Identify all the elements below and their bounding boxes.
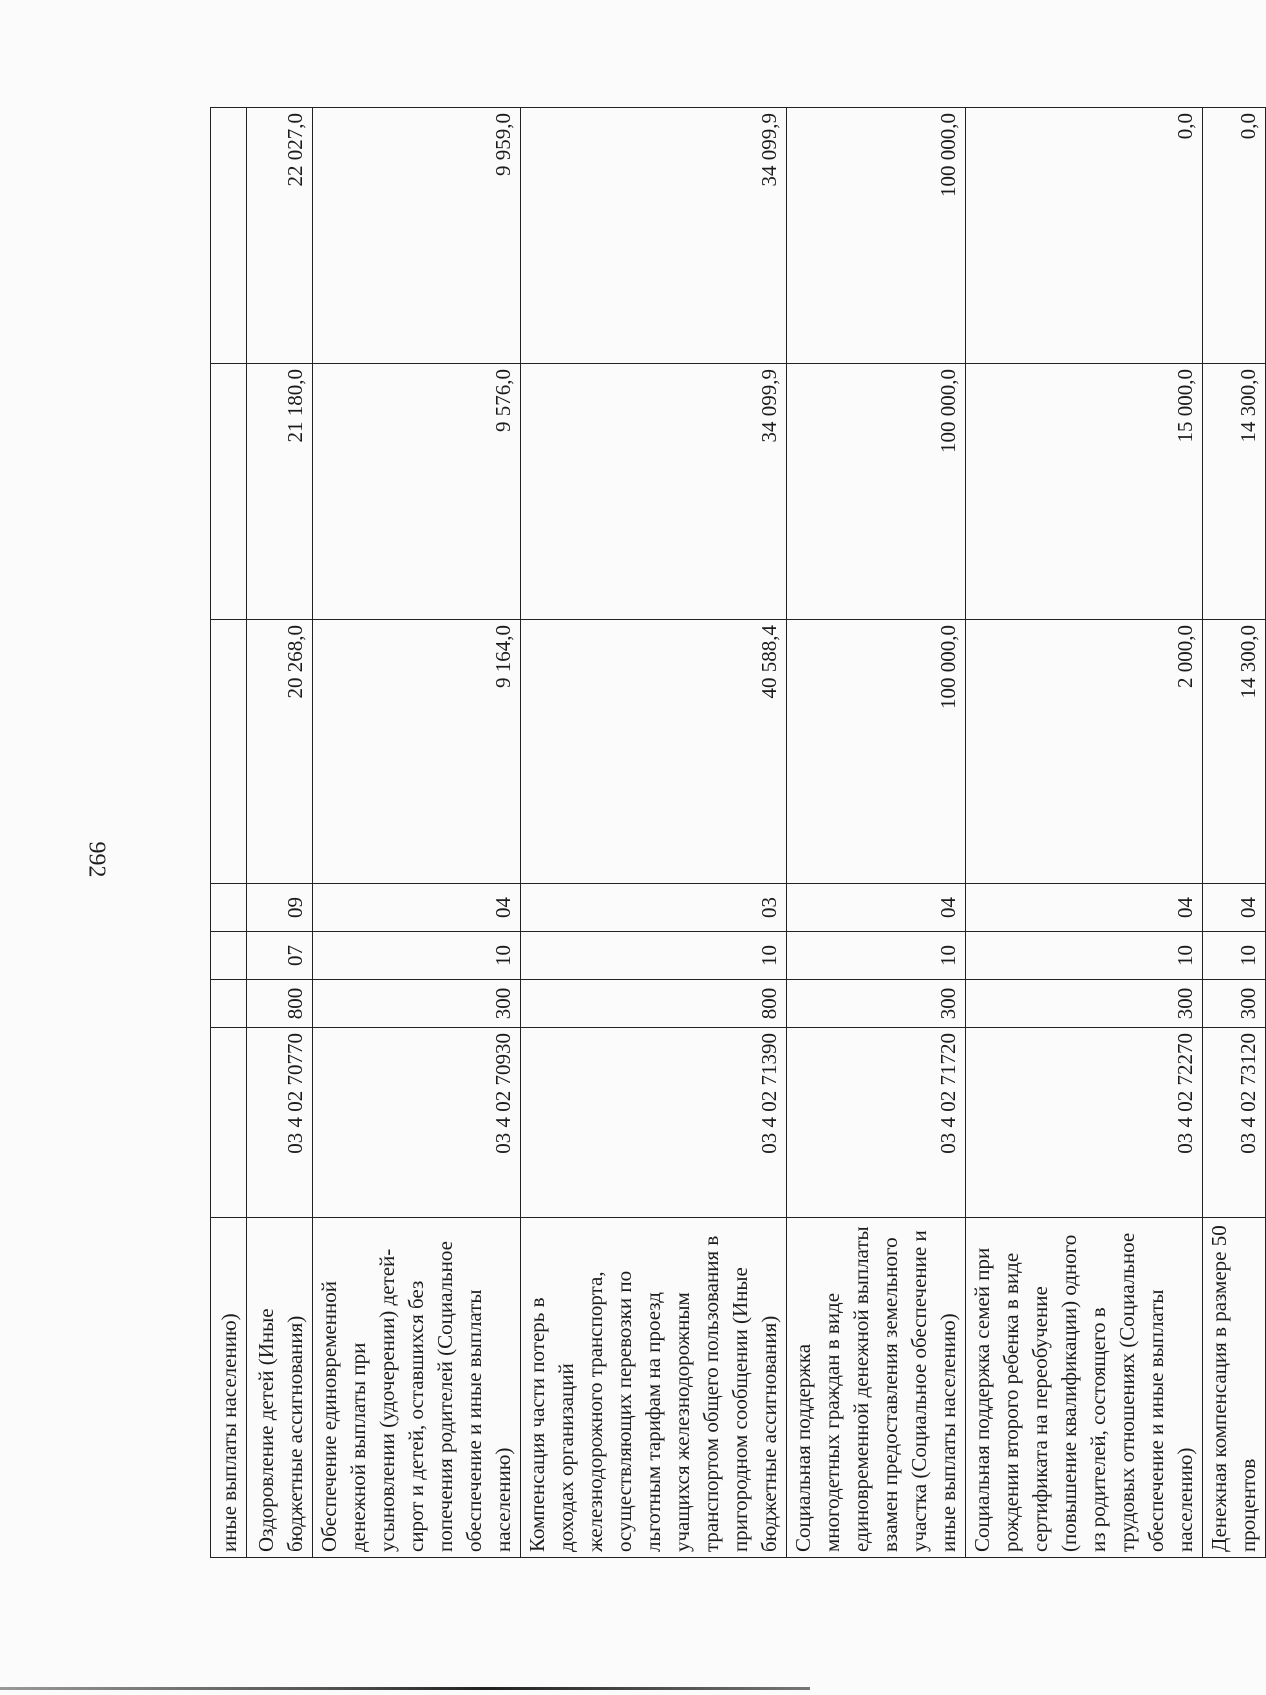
- section-code: 10: [521, 932, 787, 980]
- subsection-code: 04: [1203, 884, 1266, 932]
- scan-edge-line: [0, 1687, 810, 1690]
- target-code: 03 4 02 72270: [966, 1028, 1203, 1218]
- target-code: 03 4 02 70770: [247, 1028, 313, 1218]
- amount-year-3: 9 959,0: [313, 108, 521, 364]
- amount-year-2: 100 000,0: [787, 364, 966, 620]
- subsection-code: 04: [313, 884, 521, 932]
- section-code: 10: [313, 932, 521, 980]
- table-row: [787, 108, 966, 1558]
- amount-year-2: 21 180,0: [247, 364, 313, 620]
- subsection-code: 03: [521, 884, 787, 932]
- target-code: 03 4 02 71720: [787, 1028, 966, 1218]
- table-row: [966, 108, 1203, 1558]
- section-code: 10: [787, 932, 966, 980]
- subsection-code: 09: [247, 884, 313, 932]
- budget-table-container: [210, 108, 1260, 1558]
- amount-year-1: 14 300,0: [1203, 620, 1266, 884]
- amount-year-2: 9 576,0: [313, 364, 521, 620]
- page-number: 992: [83, 841, 110, 878]
- row-name: Компенсация части потерь в доходах организаций железнодорожного транспорта, осуществляющих перевозки по льготным тарифам на проезд учащихся железнодорожным транспортом общего пользования в пригородном сообщении (Иные бюджетные ассигнования): [521, 1218, 787, 1558]
- expense-type-code: 300: [787, 980, 966, 1028]
- section-code: 07: [247, 932, 313, 980]
- amount-year-1: 9 164,0: [313, 620, 521, 884]
- expense-type-code: 300: [1203, 980, 1266, 1028]
- table-row: [211, 108, 247, 1558]
- table-row: [247, 108, 313, 1558]
- amount-year-3: 34 099,9: [521, 108, 787, 364]
- budget-table: [210, 107, 1266, 1558]
- row-name: иные выплаты населению): [211, 1218, 247, 1558]
- row-name: Обеспечение единовременной денежной выплаты при усыновлении (удочерении) детей-сирот и детей, оставшихся без попечения родителей (Социальное обеспечение и иные выплаты населению): [313, 1218, 521, 1558]
- amount-year-1: 20 268,0: [247, 620, 313, 884]
- amount-year-2: 15 000,0: [966, 364, 1203, 620]
- row-name: Денежная компенсация в размере 50 процентов: [1203, 1218, 1266, 1558]
- row-name: Социальная поддержка многодетных граждан в виде единовременной денежной выплаты взамен предоставления земельного участка (Социальное обеспечение и иные выплаты населению): [787, 1218, 966, 1558]
- amount-year-1: 2 000,0: [966, 620, 1203, 884]
- expense-type-code: 800: [247, 980, 313, 1028]
- amount-year-3: 0,0: [966, 108, 1203, 364]
- table-row: [313, 108, 521, 1558]
- expense-type-code: 300: [966, 980, 1203, 1028]
- row-name: Социальная поддержка семей при рождении второго ребенка в виде сертификата на переобучение (повышение квалификации) одного из родителей, состоящего в трудовых отношениях (Социальное обеспечение и иные выплаты населению): [966, 1218, 1203, 1558]
- expense-type-code: 800: [521, 980, 787, 1028]
- table-row: [521, 108, 787, 1558]
- row-name: Оздоровление детей (Иные бюджетные ассигнования): [247, 1218, 313, 1558]
- subsection-code: 04: [966, 884, 1203, 932]
- target-code: 03 4 02 71390: [521, 1028, 787, 1218]
- subsection-code: 04: [787, 884, 966, 932]
- target-code: 03 4 02 70930: [313, 1028, 521, 1218]
- amount-year-3: 100 000,0: [787, 108, 966, 364]
- section-code: 10: [1203, 932, 1266, 980]
- amount-year-1: 40 588,4: [521, 620, 787, 884]
- amount-year-2: 34 099,9: [521, 364, 787, 620]
- amount-year-2: 14 300,0: [1203, 364, 1266, 620]
- amount-year-3: 22 027,0: [247, 108, 313, 364]
- expense-type-code: 300: [313, 980, 521, 1028]
- section-code: 10: [966, 932, 1203, 980]
- amount-year-3: 0,0: [1203, 108, 1266, 364]
- target-code: 03 4 02 73120: [1203, 1028, 1266, 1218]
- amount-year-1: 100 000,0: [787, 620, 966, 884]
- table-row: [1203, 108, 1266, 1558]
